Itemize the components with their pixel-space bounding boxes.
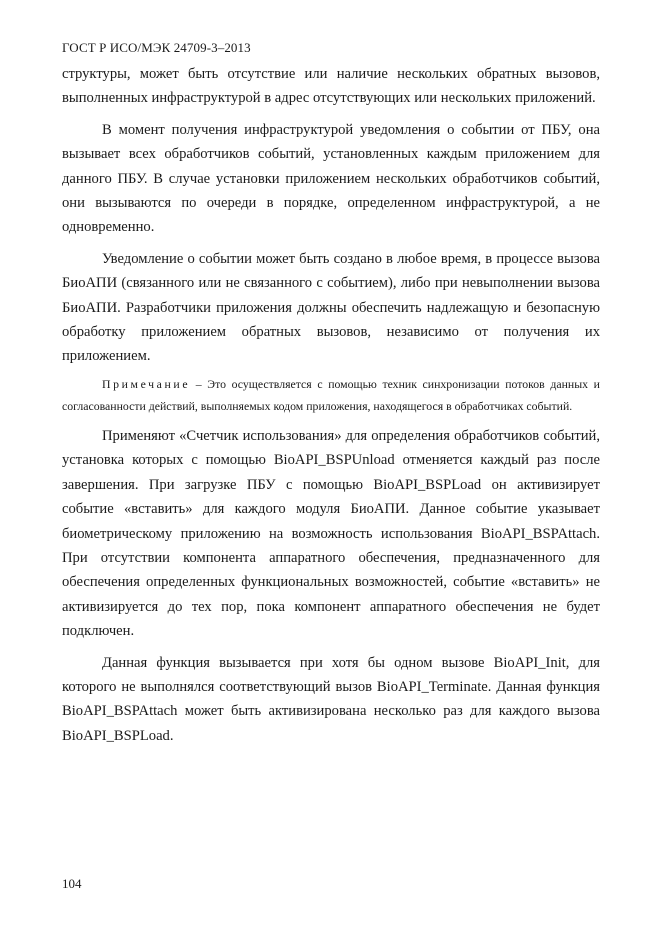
paragraph-function-call: Данная функция вызывается при хотя бы одном вызове BioAPI_Init, для которого не выполнялся соответствующий вызов BioAPI_Terminate. Данная функция BioAPI_BSPAttach может быть активизирована несколько раз для каждого вызова BioAPI_BSPLoad. (62, 654, 600, 744)
document-body (62, 62, 600, 748)
page-header: ГОСТ Р ИСО/МЭК 24709-3–2013 (62, 40, 251, 55)
paragraph-continuation: структуры, может быть отсутствие или наличие нескольких обратных вызовов, выполненных инфраструктурой в адрес отсутствующих или нескольких приложений. (62, 66, 600, 107)
note-label: Примечание (102, 376, 191, 391)
note (62, 373, 600, 417)
note-text: – Это осуществляется с помощью техник синхронизации потоков данных и согласованности действий, выполняемых кодом приложения, находящегося в обработчиках событий. (62, 376, 600, 413)
paragraph-event-notification: В момент получения инфраструктурой уведомления о событии от ПБУ, она вызывает всех обработчиков событий, установленных каждым приложением для данного ПБУ. В случае установки приложением нескольких обработчиков событий, они вызываются по очереди в порядке, определенном инфраструктурой, а не одновременно. (62, 121, 600, 236)
page-number: 104 (62, 876, 82, 891)
paragraph-event-timing: Уведомление о событии может быть создано в любое время, в процессе вызова БиоАПИ (связанного или не связанного с событием), либо при невыполнении вызова БиоАПИ. Разработчики приложения должны обеспечить надлежащую и безопасную обработку приложением обратных вызовов, независимо от получения их приложением. (62, 250, 600, 365)
paragraph-usage-counter: Применяют «Счетчик использования» для определения обработчиков событий, установка которых с помощью BioAPI_BSPUnload отменяется каждый раз после завершения. При загрузке ПБУ с помощью BioAPI_BSPLoad он активизирует событие «вставить» для каждого модуля БиоАПИ. Данное событие указывает биометрическому приложению на возможность использования BioAPI_BSPAttach. При отсутствии компонента аппаратного обеспечения, предназначенного для обеспечения определенных функциональных возможностей, событие «вставить» не активизируется до тех пор, пока компонент аппаратного обеспечения не будет подключен. (62, 427, 600, 640)
